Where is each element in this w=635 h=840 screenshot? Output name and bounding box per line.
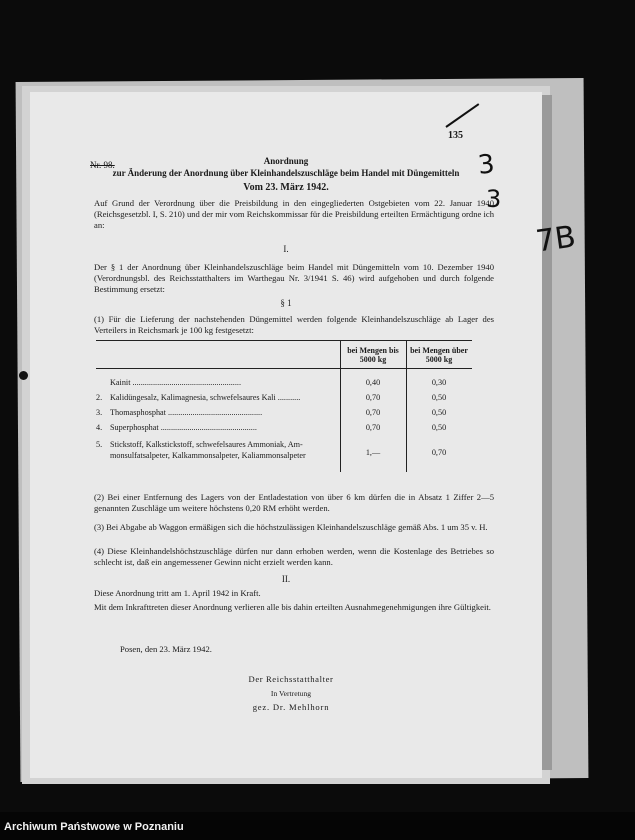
signature-title: Der Reichsstatthalter (248, 674, 334, 684)
section-heading-2: II. (281, 574, 291, 584)
signature-name: gez. Dr. Mehlhorn (252, 702, 330, 712)
paragraph-3: (3) Bei Abgabe ab Waggon ermäßigen sich die höchstzulässigen Kleinhandelszuschläge gemäß Abs. 1 um 35 v. H. (94, 522, 488, 532)
paragraph-1-1: (1) Für die Lieferung der nachstehenden Düngemittel werden folgende Kleinhandelszuschläge ab Lager des Verteilers in Reichsmark je 100 kg festgesetzt: (94, 314, 494, 335)
signature-deputy: In Vertretung (270, 689, 312, 698)
handwritten-mark: 7B (533, 219, 578, 260)
table-header-col2: bei Mengen über 5000 kg (410, 346, 468, 364)
paragraph-2: (2) Bei einer Entfernung des Lagers von der Entladestation von über 6 km dürfen die in Absatz 1 Ziffer 2—5 genannten Zuschläge um weitere höchstens 0,20 RM erhöht werden. (94, 492, 494, 513)
section-heading-1: I. (283, 244, 289, 254)
handwritten-mark: 3 (486, 185, 502, 213)
table-header-col1: bei Mengen bis 5000 kg (347, 346, 399, 364)
doc-date: Vom 23. März 1942. (243, 182, 329, 193)
paragraph-sign: § 1 (280, 298, 292, 308)
document-number: Nr. 98. (90, 160, 115, 170)
folio-strike (445, 103, 479, 128)
table-rule (96, 368, 472, 369)
punch-hole (19, 371, 28, 380)
folio-number: 135 (448, 130, 463, 141)
table-rule (406, 340, 407, 472)
doc-subtitle: zur Änderung der Anordnung über Kleinhandelszuschläge beim Handel mit Düngemitteln (112, 168, 460, 178)
archive-name: Archiwum Państwowe w Poznaniu (4, 821, 184, 833)
document-page: 135 Nr. 98. Anordnung zur Änderung der Anordnung über Kleinhandelszuschläge beim Handel mit Düngemitteln Vom 23. März 1942. Auf Grund der Verordnung über die Preisbildung in den eingegliederten Ostgebieten vom 22. Januar 1940 (Reichsgesetzbl. I, S. 210) und der mir vom Reichskommissar für die Preisbildung erteilten Ermächtigung ordne ich an: I. Der § 1 der Anordnung über Kleinhandelszuschläge beim Handel mit Düngemitteln vom 10. Dezember 1940 (Verordnungsbl. des Reichsstatthalters im Warthegau Nr. 3/1941 S. 46) wird aufgehoben und durch folgende Bestimmung ersetzt: § 1 (1) Für die Lieferung der nachstehenden Düngemittel werden folgende Kleinhandelszuschläge ab Lager des Verteilers in Reichsmark je 100 kg festgesetzt: bei Mengen bis 5000 kg bei Mengen über 5000 kg Kainit ..................................................... 0,40 0,30 2. Kalidüngesalz, Kalimagnesia, schwefelsaures Kali ........... 0,70 0,50 3. Thomasphosphat .............................................. 0,70 0,50 4. Superphosphat ............................................... 0,70 0,50 5. Stickstoff, Kalkstickstoff, schwefelsaures Ammoniak, Am- 1,— 0,70 monsulfatsalpeter, Kalkammonsalpeter, Kaliammonsalpeter (2) Bei einer Entfernung des Lagers von der Entladestation von über 6 km dürfen die in Absatz 1 Ziffer 2—5 genannten Zuschläge um weitere höchstens 0,20 RM erhöht werden. (3) Bei Abgabe ab Waggon ermäßigen sich die höchstzulässigen Kleinhandelszuschläge gemäß Abs. 1 um 35 v. H. (4) Diese Kleinhandelshöchstzuschläge dürfen nur dann erhoben werden, wenn die Kostenlage des Betriebes so schlecht ist, daß ein angemessener Gewinn nicht erzielt werden kann. II. Diese Anordnung tritt am 1. April 1942 in Kraft. Mit dem Inkrafttreten dieser Anordnung verlieren alle bis dahin erteilten Ausnahmegenehmigungen ihre Gültigkeit. Posen, den 23. März 1942. Der Reichsstatthalter In Vertretung gez. Dr. Mehlhorn (30, 92, 542, 778)
paragraph-5: Diese Anordnung tritt am 1. April 1942 in Kraft. (94, 588, 261, 598)
place-date: Posen, den 23. März 1942. (120, 644, 212, 654)
paragraph-4: (4) Diese Kleinhandelshöchstzuschläge dürfen nur dann erhoben werden, wenn die Kostenlage des Betriebes so schlecht ist, daß ein angemessener Gewinn nicht erzielt werden kann. (94, 546, 494, 567)
handwritten-mark: 3 (476, 149, 497, 181)
paragraph-6: Mit dem Inkrafttreten dieser Anordnung verlieren alle bis dahin erteilten Ausnahmegenehmigungen ihre Gültigkeit. (94, 602, 491, 612)
archive-footer (0, 812, 635, 840)
page-edge (542, 95, 552, 770)
paragraph-1: Der § 1 der Anordnung über Kleinhandelszuschläge beim Handel mit Düngemitteln vom 10. Dezember 1940 (Verordnungsbl. des Reichsstatthalters im Warthegau Nr. 3/1941 S. 46) wird aufgehoben und durch folgende Bestimmung ersetzt: (94, 262, 494, 294)
doc-title: Anordnung (263, 156, 309, 166)
intro-paragraph: Auf Grund der Verordnung über die Preisbildung in den eingegliederten Ostgebieten vom 22. Januar 1940 (Reichsgesetzbl. I, S. 210) und der mir vom Reichskommissar für die Preisbildung erteilten Ermächtigung ordne ich an: (94, 198, 494, 230)
table-rule (340, 340, 341, 472)
table-rule (96, 340, 472, 341)
